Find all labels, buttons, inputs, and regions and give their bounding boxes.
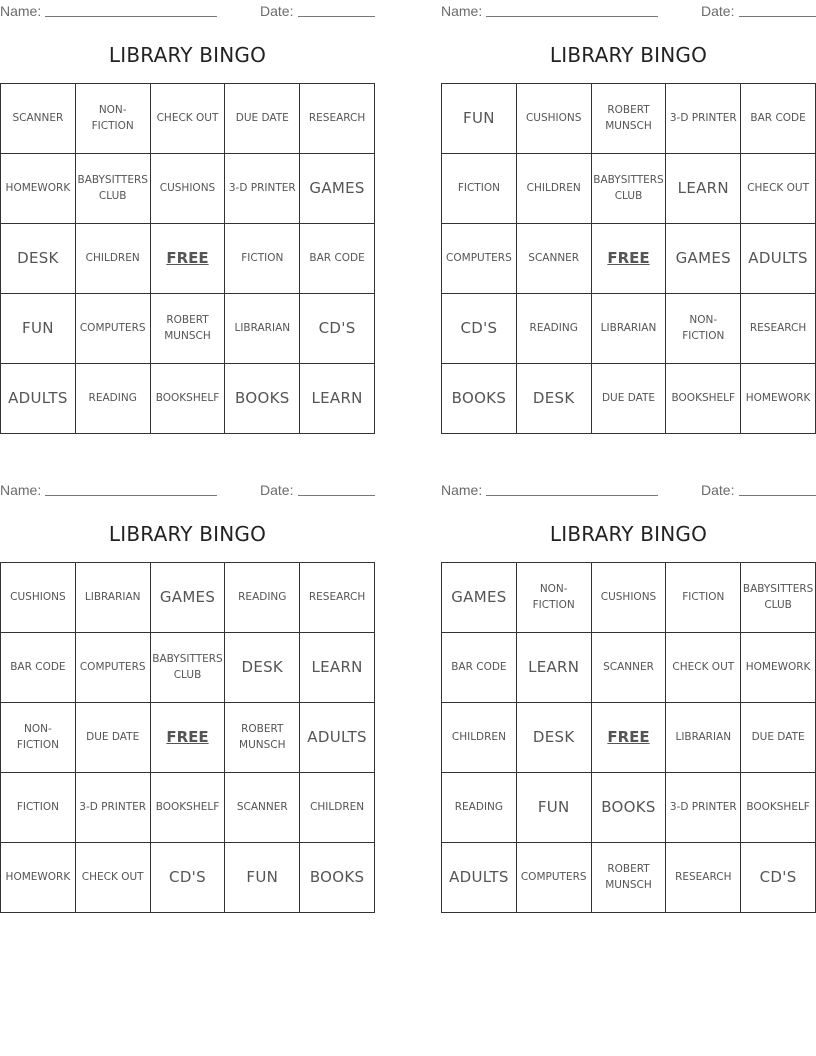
bingo-cell: ADULTS	[442, 843, 517, 913]
free-space-cell: FREE	[592, 224, 667, 294]
bingo-cell: NON-FICTION	[1, 703, 76, 773]
bingo-cell: BOOKSHELF	[151, 773, 226, 843]
bingo-grid	[0, 83, 375, 434]
bingo-cell: HOMEWORK	[741, 364, 816, 434]
card-header	[441, 0, 816, 22]
bingo-cell: DUE DATE	[741, 703, 816, 773]
bingo-cell: COMPUTERS	[442, 224, 517, 294]
bingo-cell: 3-D PRINTER	[76, 773, 151, 843]
name-label: Name:	[441, 482, 483, 498]
bingo-card	[441, 479, 816, 919]
bingo-cell: LIBRARIAN	[666, 703, 741, 773]
bingo-cell: BAR CODE	[741, 84, 816, 154]
date-line	[298, 495, 375, 496]
bingo-cell: BAR CODE	[300, 224, 375, 294]
date-label: Date:	[260, 482, 294, 498]
bingo-cell: 3-D PRINTER	[666, 773, 741, 843]
card-header	[441, 479, 816, 501]
bingo-cell: RESEARCH	[666, 843, 741, 913]
date-label: Date:	[701, 3, 735, 19]
bingo-cell: FICTION	[442, 154, 517, 224]
date-label: Date:	[701, 482, 735, 498]
bingo-cell: CUSHIONS	[151, 154, 226, 224]
bingo-card	[441, 0, 816, 440]
bingo-cell: DESK	[517, 364, 592, 434]
card-title: LIBRARY BINGO	[108, 522, 267, 546]
bingo-cell: BABYSITTERS CLUB	[592, 154, 667, 224]
bingo-card	[0, 0, 375, 440]
bingo-cell: CUSHIONS	[517, 84, 592, 154]
date-label: Date:	[260, 3, 294, 19]
bingo-cell: GAMES	[666, 224, 741, 294]
card-header	[0, 0, 375, 22]
bingo-cell: RESEARCH	[300, 84, 375, 154]
card-title: LIBRARY BINGO	[549, 43, 708, 67]
bingo-cell: NON-FICTION	[517, 563, 592, 633]
card-header	[0, 479, 375, 501]
bingo-cell: BOOKSHELF	[666, 364, 741, 434]
name-line	[45, 495, 217, 496]
bingo-cell: FICTION	[1, 773, 76, 843]
bingo-cell: BOOKS	[225, 364, 300, 434]
bingo-cell: LIBRARIAN	[592, 294, 667, 364]
bingo-cell: ROBERT MUNSCH	[592, 84, 667, 154]
bingo-grid	[441, 83, 816, 434]
bingo-cell: CUSHIONS	[592, 563, 667, 633]
bingo-cell: GAMES	[151, 563, 226, 633]
bingo-cell: COMPUTERS	[76, 294, 151, 364]
bingo-cell: READING	[225, 563, 300, 633]
name-line	[486, 495, 658, 496]
bingo-cell: CHILDREN	[76, 224, 151, 294]
name-label: Name:	[0, 3, 42, 19]
bingo-cell: ROBERT MUNSCH	[225, 703, 300, 773]
bingo-cell: NON-FICTION	[666, 294, 741, 364]
bingo-cell: DESK	[517, 703, 592, 773]
bingo-cell: SCANNER	[517, 224, 592, 294]
bingo-cell: DUE DATE	[225, 84, 300, 154]
bingo-cell: HOMEWORK	[741, 633, 816, 703]
bingo-cell: CHILDREN	[517, 154, 592, 224]
bingo-cell: LEARN	[517, 633, 592, 703]
bingo-cell: GAMES	[442, 563, 517, 633]
name-label: Name:	[0, 482, 42, 498]
name-label: Name:	[441, 3, 483, 19]
bingo-grid	[0, 562, 375, 913]
bingo-cell: RESEARCH	[300, 563, 375, 633]
bingo-cell: ROBERT MUNSCH	[592, 843, 667, 913]
bingo-cell: 3-D PRINTER	[225, 154, 300, 224]
bingo-cell: FICTION	[225, 224, 300, 294]
bingo-cell: BABYSITTERS CLUB	[741, 563, 816, 633]
card-title: LIBRARY BINGO	[108, 43, 267, 67]
bingo-cell: READING	[442, 773, 517, 843]
bingo-cell: CD'S	[741, 843, 816, 913]
bingo-cell: BABYSITTERS CLUB	[151, 633, 226, 703]
bingo-cell: 3-D PRINTER	[666, 84, 741, 154]
bingo-cell: ADULTS	[741, 224, 816, 294]
bingo-cell: BOOKS	[442, 364, 517, 434]
bingo-cell: BOOKSHELF	[151, 364, 226, 434]
bingo-cell: READING	[76, 364, 151, 434]
bingo-cell: ROBERT MUNSCH	[151, 294, 226, 364]
bingo-cell: FICTION	[666, 563, 741, 633]
bingo-cell: COMPUTERS	[517, 843, 592, 913]
bingo-cell: BAR CODE	[442, 633, 517, 703]
bingo-cell: BABYSITTERS CLUB	[76, 154, 151, 224]
bingo-cell: BOOKS	[300, 843, 375, 913]
bingo-cell: LIBRARIAN	[76, 563, 151, 633]
bingo-cell: CD'S	[442, 294, 517, 364]
bingo-cell: FUN	[517, 773, 592, 843]
bingo-cell: LEARN	[300, 633, 375, 703]
bingo-cell: NON-FICTION	[76, 84, 151, 154]
bingo-cell: COMPUTERS	[76, 633, 151, 703]
bingo-cell: DUE DATE	[76, 703, 151, 773]
name-line	[486, 16, 658, 17]
bingo-cell: BOOKS	[592, 773, 667, 843]
bingo-cell: FUN	[442, 84, 517, 154]
bingo-cell: GAMES	[300, 154, 375, 224]
bingo-cell: HOMEWORK	[1, 843, 76, 913]
bingo-cell: CHILDREN	[300, 773, 375, 843]
bingo-cell: CD'S	[151, 843, 226, 913]
bingo-cell: BAR CODE	[1, 633, 76, 703]
free-space-cell: FREE	[592, 703, 667, 773]
bingo-cell: CHECK OUT	[151, 84, 226, 154]
bingo-cell: SCANNER	[1, 84, 76, 154]
bingo-cell: LEARN	[300, 364, 375, 434]
bingo-cell: FUN	[225, 843, 300, 913]
bingo-cell: DESK	[1, 224, 76, 294]
card-title: LIBRARY BINGO	[549, 522, 708, 546]
bingo-cell: DUE DATE	[592, 364, 667, 434]
bingo-cell: LIBRARIAN	[225, 294, 300, 364]
bingo-grid	[441, 562, 816, 913]
name-line	[45, 16, 217, 17]
bingo-card	[0, 479, 375, 919]
bingo-cell: FUN	[1, 294, 76, 364]
bingo-cell: RESEARCH	[741, 294, 816, 364]
bingo-cell: CHILDREN	[442, 703, 517, 773]
bingo-cell: HOMEWORK	[1, 154, 76, 224]
bingo-cell: SCANNER	[592, 633, 667, 703]
bingo-cell: READING	[517, 294, 592, 364]
bingo-cell: CD'S	[300, 294, 375, 364]
bingo-cell: CHECK OUT	[666, 633, 741, 703]
bingo-cell: CUSHIONS	[1, 563, 76, 633]
bingo-cell: ADULTS	[1, 364, 76, 434]
bingo-cell: BOOKSHELF	[741, 773, 816, 843]
bingo-cell: CHECK OUT	[76, 843, 151, 913]
bingo-cell: LEARN	[666, 154, 741, 224]
bingo-cell: CHECK OUT	[741, 154, 816, 224]
free-space-cell: FREE	[151, 703, 226, 773]
bingo-cell: ADULTS	[300, 703, 375, 773]
bingo-cell: DESK	[225, 633, 300, 703]
date-line	[298, 16, 375, 17]
date-line	[739, 495, 816, 496]
bingo-cell: SCANNER	[225, 773, 300, 843]
date-line	[739, 16, 816, 17]
free-space-cell: FREE	[151, 224, 226, 294]
